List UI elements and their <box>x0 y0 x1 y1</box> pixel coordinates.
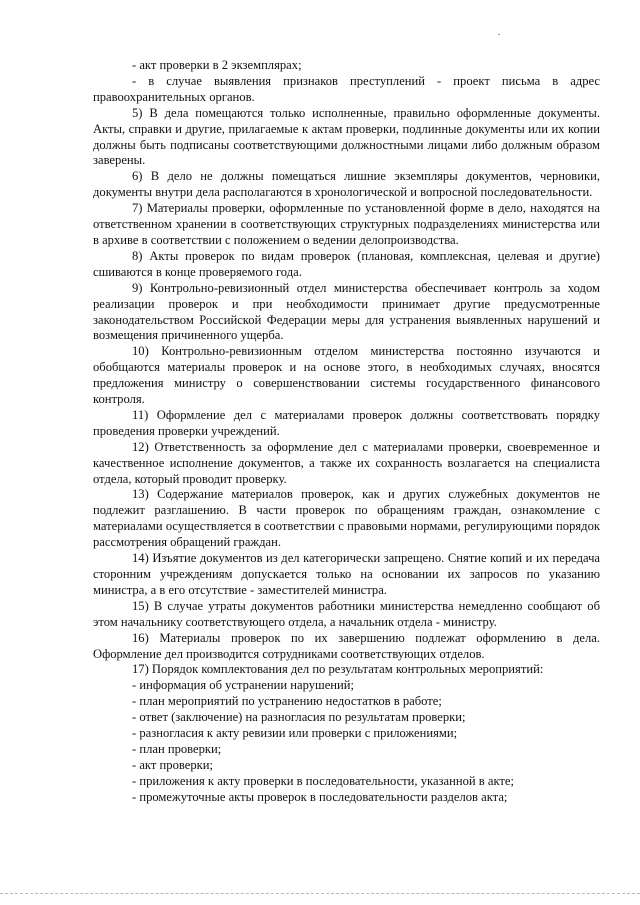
list-item: - разногласия к акту ревизии или проверки с приложениями; <box>132 726 458 741</box>
list-item: - в случае выявления признаков преступлений - проект письма в адрес правоохранительных органов. <box>93 73 600 104</box>
paragraph: 5) В дела помещаются только исполненные, правильно оформленные документы. Акты, справки и другие, прилагаемые к актам проверки, подлинные документы или их копии должны быть подписаны соответствующими должностными лицами либо должным образом заверены. <box>93 105 600 168</box>
document-body <box>93 58 600 806</box>
paragraph: 9) Контрольно-ревизионный отдел министерства обеспечивает контроль за ходом реализации проверок и при необходимости принимает другие предусмотренные законодательством Российской Федерации меры для устранения выявленных нарушений и возмещения причиненного ущерба. <box>93 280 600 343</box>
paragraph: 7) Материалы проверки, оформленные по установленной форме в дело, находятся на ответственном хранении в соответствующих структурных подразделениях министерства или в архиве в соответствии с положением о ведении делопроизводства. <box>93 201 600 247</box>
list-item: - план мероприятий по устранению недостатков в работе; <box>132 694 442 709</box>
paragraph: 16) Материалы проверок по их завершению подлежат оформлению в дела. Оформление дел производится сотрудниками соответствующих отделов. <box>93 630 600 661</box>
paragraph: 8) Акты проверок по видам проверок (плановая, комплексная, целевая и другие) сшиваются в конце проверяемого года. <box>93 248 600 279</box>
paragraph: 12) Ответственность за оформление дел с материалами проверки, своевременное и качественное исполнение документов, а также их сохранность возлагается на специалиста отдела, который проводит проверку. <box>93 439 600 486</box>
paragraph: 14) Изъятие документов из дел категорически запрещено. Снятие копий и их передача сторонним учреждениям допускается только на основании их запросов по указанию министра, а в его отсутствие - заместителей министра. <box>93 551 600 597</box>
list-item: - план проверки; <box>132 741 222 756</box>
paragraph: 6) В дело не должны помещаться лишние экземпляры документов, черновики, документы внутри дела располагаются в хронологической и вопросной последовательности. <box>93 169 600 200</box>
scan-speck <box>498 34 500 35</box>
list-item: - акт проверки в 2 экземплярах; <box>132 58 302 72</box>
paragraph: 10) Контрольно-ревизионным отделом министерства постоянно изучаются и обобщаются материалы проверок и на основе этого, в необходимых случаях, вносятся предложения министру о совершенствовании системы государственного финансового контроля. <box>93 344 600 407</box>
paragraph: 13) Содержание материалов проверок, как и других служебных документов не подлежит разглашению. В части проверок по обращениям граждан, ознакомление с материалами осуществляется в соответствии с правовыми нормами, регулирующими порядок рассмотрения обращений граждан. <box>93 487 600 550</box>
list-item: - информация об устранении нарушений; <box>132 678 355 693</box>
list-item: - приложения к акту проверки в последовательности, указанной в акте; <box>132 773 514 788</box>
list-item: - ответ (заключение) на разногласия по результатам проверки; <box>132 710 466 725</box>
paragraph: 11) Оформление дел с материалами проверок должны соответствовать порядку проведения проверки учреждений. <box>93 407 600 438</box>
paragraph: 15) В случае утраты документов работники министерства немедленно сообщают об этом начальнику соответствующего отдела, а начальник отдела - министру. <box>93 598 600 629</box>
list-item: - промежуточные акты проверок в последовательности разделов акта; <box>132 789 508 804</box>
scan-edge-line <box>0 893 640 894</box>
list-item: - акт проверки; <box>132 757 213 772</box>
paragraph: 17) Порядок комплектования дел по результатам контрольных мероприятий: <box>132 662 544 677</box>
